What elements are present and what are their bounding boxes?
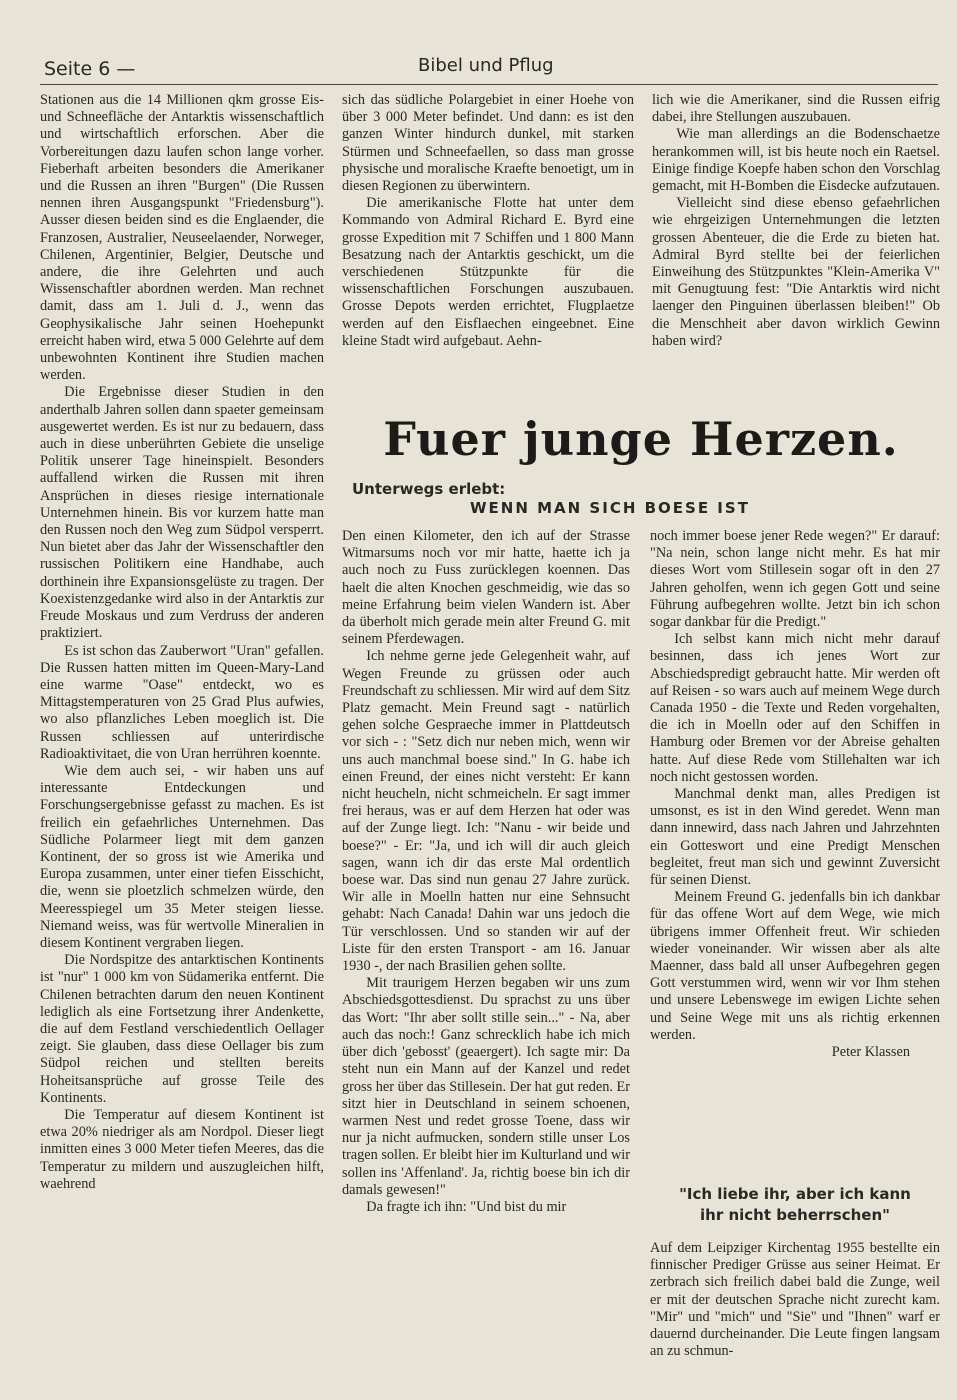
paragraph: Die Nordspitze des antarktischen Kontinents ist "nur" 1 000 km von Südamerika entfernt. Die Chilenen betrachten darum den neuen Kontinent lediglich als eine Fortsetzung ihrer Andenkette, die auf dem Festland verschiedentlich Oellager zeigt. Sie glauben, dass diese Oellager bis zum Südpol reichen und stellten bereits Hoheitsansprüche auf grosse Teile des Kontinents.: [40, 952, 324, 1106]
article-column-3: [652, 92, 940, 392]
story-title: WENN MAN SICH BOESE IST: [470, 499, 750, 517]
header-rule: [40, 84, 938, 85]
article-column-1: [40, 92, 324, 1392]
sidebar-heading: [650, 1184, 940, 1226]
paragraph: lich wie die Amerikaner, sind die Russen eifrig dabei, ihre Stellungen auszubauen.: [652, 92, 940, 126]
paragraph: Ich nehme gerne jede Gelegenheit wahr, auf Wegen Freunde zu grüssen oder auch Freundschaft zu schliessen. Mir wird auf dem Sitz Platz gemacht. Mein Freund sagt - natürlich gehen solche Gespraeche immer in Plattdeutsch vor sich - : "Setz dich nur neben mich, wenn wir uns auch manchmal boese sind." In G. habe ich einen Freund, der eines nicht versteht: Er kann nicht heucheln, nicht schmeicheln. Er sagt immer frei heraus, was er auf dem Herzen hat oder was auf der Zunge liegt. Ich: "Nanu - wir beide und boese?" - Er: "Ja, und ich will dir auch gleich sagen, wann ich dir das erste Mal ordentlich boese war. Das sind nun genau 27 Jahre zurück. Wir alle in Moelln hatten nur eine Sehnsucht gehabt: Nach Canada! Dahin war uns jedoch die Tür verschlossen. Und so standen wir auf der Liste für den ersten Transport - am 16. Januar 1930 -, der nach Brasilien gehen sollte.: [342, 648, 630, 975]
paragraph: Ich selbst kann mich nicht mehr darauf besinnen, dass ich jenes Wort zur Abschiedspredigt gebraucht hatte. Mir werden oft auf Reisen - so wars auch auf meinem Wege durch Canada 1950 - die Texte und Reden vorgehalten, die ich in Moelln oder auf den Schiffen in Hamburg oder Bremen vor der Abreise gehalten hatte. Auf diese Rede vom Stillehalten war ich noch nicht gestossen worden.: [650, 631, 940, 785]
story-heading: [352, 480, 912, 517]
paragraph: Den einen Kilometer, den ich auf der Strasse Witmarsums noch vor mir hatte, haette ich ja auch noch zu Fuss zurücklegen koennen. Das haelt die alten Knochen geschmeidig, wie das so meine Erfahrung beim vielen Wandern ist. Aber da überholt mich gerade mein alter Freund G. mit seinem Pferdewagen.: [342, 528, 630, 648]
paragraph: Die amerikanische Flotte hat unter dem Kommando von Admiral Richard E. Byrd eine grosse Expedition mit 7 Schiffen und 1 800 Mann Besatzung nach der Antarktis geschickt, um die verschiedenen Stützpunkte für die wissenschaftlichen Forschungen auszubauen. Grosse Depots werden errichtet, Flugplaetze werden auf den Eisflaechen eingeebnet. Eine kleine Stadt wird aufgebaut. Aehn-: [342, 195, 634, 349]
paragraph: Auf dem Leipziger Kirchentag 1955 bestellte ein finnischer Prediger Grüsse aus seiner Heimat. Er zerbrach sich freilich dabei bald die Zunge, weil er mit der deutschen Sprache nicht zurecht kam. "Mir" und "mich" und "Sie" und "Ihnen" warf er dauernd durcheinander. Die Leute fingen langsam an zu schmun-: [650, 1240, 940, 1360]
paragraph: Es ist schon das Zauberwort "Uran" gefallen. Die Russen hatten mitten im Queen-Mary-Land eine warme "Oase" entdeckt, wo es Mittagstemperaturen von 25 Grad Plus aufwies, wo also pflanzliches Leben moeglich ist. Die Russen schliessen auf unterirdische Radioaktivitaet, die von Uran herrühren koennte.: [40, 642, 324, 762]
paragraph: Die Temperatur auf diesem Kontinent ist etwa 20% niedriger als am Nordpol. Dieser liegt inmitten eines 3 000 Meter tiefen Meeres, das die Temperatur zu mildern und auszugleichen hilft, waehrend: [40, 1106, 324, 1192]
article-column-2: [342, 92, 634, 392]
author-signature: Peter Klassen: [831, 1044, 910, 1061]
journal-title: Bibel und Pflug: [418, 55, 554, 76]
paragraph: Wie man allerdings an die Bodenschaetze herankommen will, ist bis heute noch ein Raetsel. Einige findige Koepfe haben schon den Vorschlag gemacht, mit H-Bomben die Eisdecke aufzutauen.: [652, 126, 940, 195]
paragraph: Manchmal denkt man, alles Predigen ist umsonst, es ist in den Wind geredet. Wenn man dann innewird, dass nach Jahren und Jahrzehnten ein Gotteswort und eine Predigt Menschen begleitet, freut man sich und gewinnt Zuversicht für seinen Dienst.: [650, 786, 940, 889]
story-column-1: [342, 528, 630, 1400]
paragraph: Meinem Freund G. jedenfalls bin ich dankbar für das offene Wort auf dem Wege, wie mich übrigens immer Offenheit freut. Wir schieden wieder voneinander. Wir wissen aber als alte Maenner, dass bald all unser Aufbegehren gegen Gott verstummen wird, wenn wir vor Ihm stehen und unsere Lebenswege im ewigen Lichte sehen und Seine Wege mit uns als richtig erkennen werden.: [650, 889, 940, 1043]
paragraph: Mit traurigem Herzen begaben wir uns zum Abschiedsgottesdienst. Du sprachst zu uns über das Wort: "Ihr aber sollt stille sein..." - Na, aber auch das noch:! Ganz schrecklich habe ich mich über dich 'gebosst' (geaergert). Ich sagte mir: Da steht nun ein Mann auf der Kanzel und redet gross her über das Stillesein. Der hat gut reden. Er sitzt hier in Deutschland in seinem schoenen, warmen Nest und redet grosse Toene, dass wir nur ja nicht aufmucken, sondern stille unser Los tragen sollen. Er bleibt hier im Kulturland und wir sollen ins 'Affenland'. Ja, richtig boese bin ich dir damals gewesen!": [342, 975, 630, 1198]
story-kicker: Unterwegs erlebt:: [352, 480, 506, 498]
page-header: [0, 0, 957, 90]
sidebar-column: [650, 1240, 940, 1400]
paragraph: Da fragte ich ihn: "Und bist du mir: [366, 1198, 567, 1215]
paragraph: Vielleicht sind diese ebenso gefaehrlichen wie ehrgeizigen Unternehmungen die letzten grossen Abenteuer, die die Erde zu bieten hat. Admiral Byrd stellte bei der feierlichen Einweihung des Stützpunktes "Klein-Amerika V" mit Genugtuung fest: "Die Antarktis wird nicht laenger den Pinguinen überlassen bleiben!" Ob die Menschheit aber davon wirklich Gewinn haben wird?: [652, 195, 940, 349]
page-number: Seite 6 —: [44, 58, 136, 80]
paragraph: Wie dem auch sei, - wir haben uns auf interessante Entdeckungen und Forschungsergebnisse gefasst zu machen. Es ist freilich ein gefaehrliches Unternehmen. Das Südliche Polarmeer liegt mit dem ganzen Kontinent, der so gross ist wie Amerika und Europa zusammen, unter einer tiefen Eisschicht, die, wenn sie ploetzlich schmelzen würde, den Meeresspiegel um 35 Meter steigen liesse. Niemand weiss, was für wertvolle Mineralien in diesem Kontinent vergraben liegen.: [40, 762, 324, 951]
paragraph: Die Ergebnisse dieser Studien in den anderthalb Jahren sollen dann spaeter gemeinsam ausgewertet werden. Es ist nur zu bedauern, dass auch in diese unberührten Gebiete die unselige Politik unserer Tage hineinspielt. Besonders auffallend wirken die Russen mit ihren Ansprüchen in dieses riesige internationale Unternehmen hinein. Bis vor kurzem hatte man den Russen noch den Weg zum Südpol versperrt. Nun bietet aber das Jahr der Wissenschaftler den russischen Politikern eine Handhabe, auch dorthinein ihre Expansionsgelüste zu tragen. Der Koexistenzgedanke wird also in der Antarktis zur Freude Moskaus und zum Verdruss der anderen praktiziert.: [40, 384, 324, 642]
sidebar-title-line-2: ihr nicht beherrschen": [700, 1206, 890, 1224]
paragraph: noch immer boese jener Rede wegen?" Er darauf: "Na nein, schon lange nicht mehr. Es hat mir dieses Wort vom Stillesein sogar oft in den 27 Jahren geholfen, wenn ich gegen Gott und seine Führung aufbegehren wollte. Jetzt bin ich schon sogar dankbar für die Predigt.": [650, 528, 940, 631]
section-title: Fuer junge Herzen.: [383, 412, 899, 466]
story-column-2: [650, 528, 940, 1173]
paragraph: sich das südliche Polargebiet in einer Hoehe von über 3 000 Meter befindet. Und dann: es ist den ganzen Winter hindurch dunkel, mit starken Stürmen und Schneefaellen, so dass man grosse physische und moralische Kraefte benoetigt, um in diesen Regionen zu überwintern.: [342, 92, 634, 195]
sidebar-title-line-1: "Ich liebe ihr, aber ich kann: [679, 1185, 911, 1203]
paragraph: Stationen aus die 14 Millionen qkm grosse Eis- und Schneefläche der Antarktis wissenschaftlich und wirtschaftlich erforschen. Aber die Vorbereitungen dazu laufen schon lange vorher. Fieberhaft arbeiten besonders die Amerikaner und die Russen an ihren "Burgen" (Die Russen nennen ihren Ausgangspunkt "Friedensburg"). Ausser diesen beiden sind es die Englaender, die Franzosen, Australier, Neuseelaender, Norweger, Chilenen, Argentinier, Belgier, Deutsche und andere, die ihre Gelehrten und auch Wissenschaftler abordnen werden. Man rechnet damit, dass am 1. Juli d. J., wenn das Geophysikalische Jahr seinen Hoehepunkt erreicht haben wird, etwa 5 000 Gelehrte auf dem unbewohnten Kontinent ihre Studien machen werden.: [40, 92, 324, 384]
